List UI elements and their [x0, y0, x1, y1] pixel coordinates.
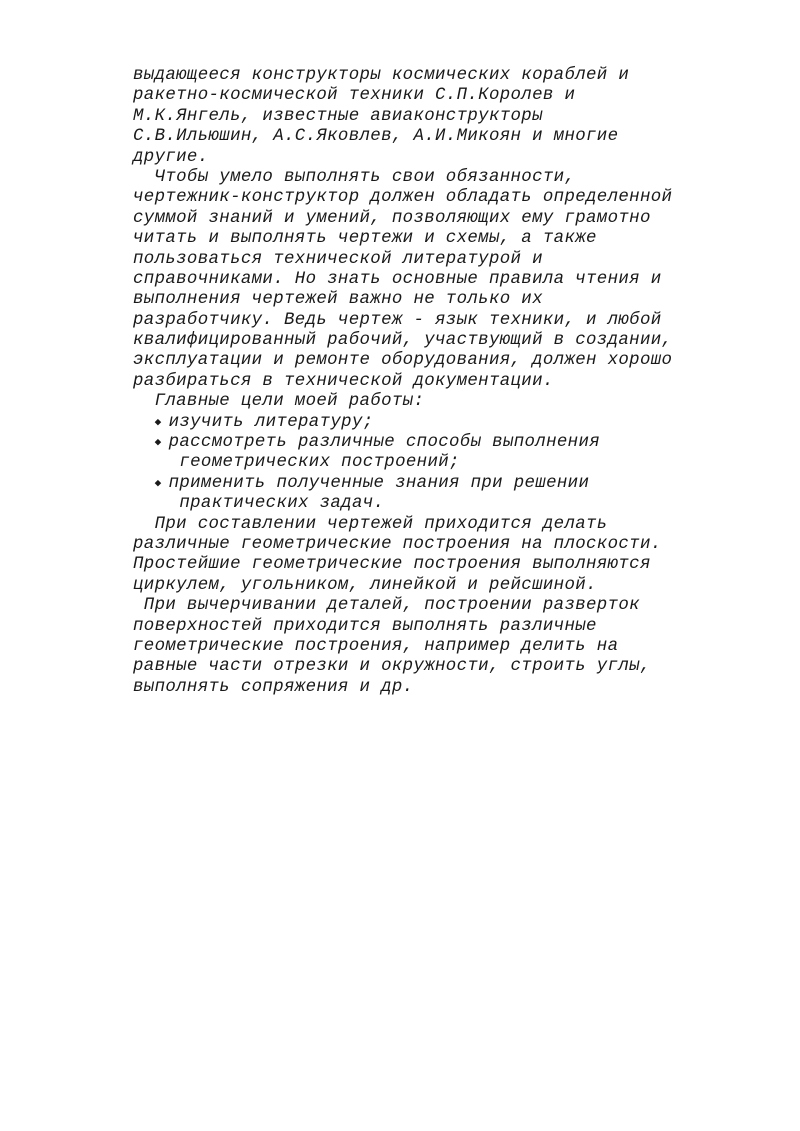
text-line: При составлении чертежей приходится делать: [133, 514, 608, 534]
text-line: квалифицированный рабочий, участвующий в создании,: [133, 331, 673, 351]
bullet-text: геометрических построений;: [168, 453, 460, 473]
text-line: разработчику. Ведь чертеж - язык техники, и любой: [133, 310, 662, 330]
bullet-continuation: [133, 453, 773, 473]
bullet-text: применить полученные знания при решении: [168, 473, 590, 493]
diamond-bullet-icon: ◆: [154, 477, 162, 490]
text-line: эксплуатации и ремонте оборудования, должен хорошо: [133, 351, 673, 371]
bullet-text: изучить литературу;: [168, 412, 374, 432]
text-line: читать и выполнять чертежи и схемы, а также: [133, 229, 597, 249]
text-line: циркулем, угольником, линейкой и рейсшиной.: [133, 575, 597, 595]
text-line: суммой знаний и умений, позволяющих ему грамотно: [133, 208, 651, 228]
text-line: выдающееся конструкторы космических кораблей и: [133, 66, 630, 85]
bullet-item: [133, 413, 773, 433]
bullet-text: рассмотреть различные способы выполнения: [168, 433, 601, 453]
text-line: геометрические построения, например делить на: [133, 636, 619, 656]
document-body: [133, 66, 773, 698]
bullet-continuation: [133, 494, 773, 514]
bullet-item: [133, 474, 773, 494]
text-line: поверхностей приходится выполнять различные: [133, 616, 597, 636]
text-line: чертежник-конструктор должен обладать определенной: [133, 188, 673, 208]
text-line: выполнять сопряжения и др.: [133, 677, 414, 697]
diamond-bullet-icon: ◆: [154, 416, 162, 429]
text-line: равные части отрезки и окружности, строить углы,: [133, 657, 651, 677]
text-line: различные геометрические построения на плоскости.: [133, 534, 662, 554]
text-line: другие.: [133, 147, 209, 167]
bullet-text: практических задач.: [168, 494, 385, 514]
text-line: пользоваться технической литературой и: [133, 249, 543, 269]
text-line: ракетно-космической техники С.П.Королев и: [133, 86, 576, 106]
diamond-bullet-icon: ◆: [154, 437, 162, 450]
text-line: Простейшие геометрические построения выполняются: [133, 555, 651, 575]
bullet-item: [133, 433, 773, 453]
goals-heading: Главные цели моей работы:: [133, 392, 425, 412]
text-line: разбираться в технической документации.: [133, 371, 554, 391]
text-line: При вычерчивании деталей, построении разверток: [133, 596, 640, 616]
text-line: Чтобы умело выполнять свои обязанности,: [133, 167, 576, 187]
text-line: выполнения чертежей важно не только их: [133, 290, 543, 310]
text-line: С.В.Ильюшин, А.С.Яковлев, А.И.Микоян и многие: [133, 127, 619, 147]
text-line: справочниками. Но знать основные правила чтения и: [133, 269, 662, 289]
text-line: М.К.Янгель, известные авиаконструкторы: [133, 106, 543, 126]
